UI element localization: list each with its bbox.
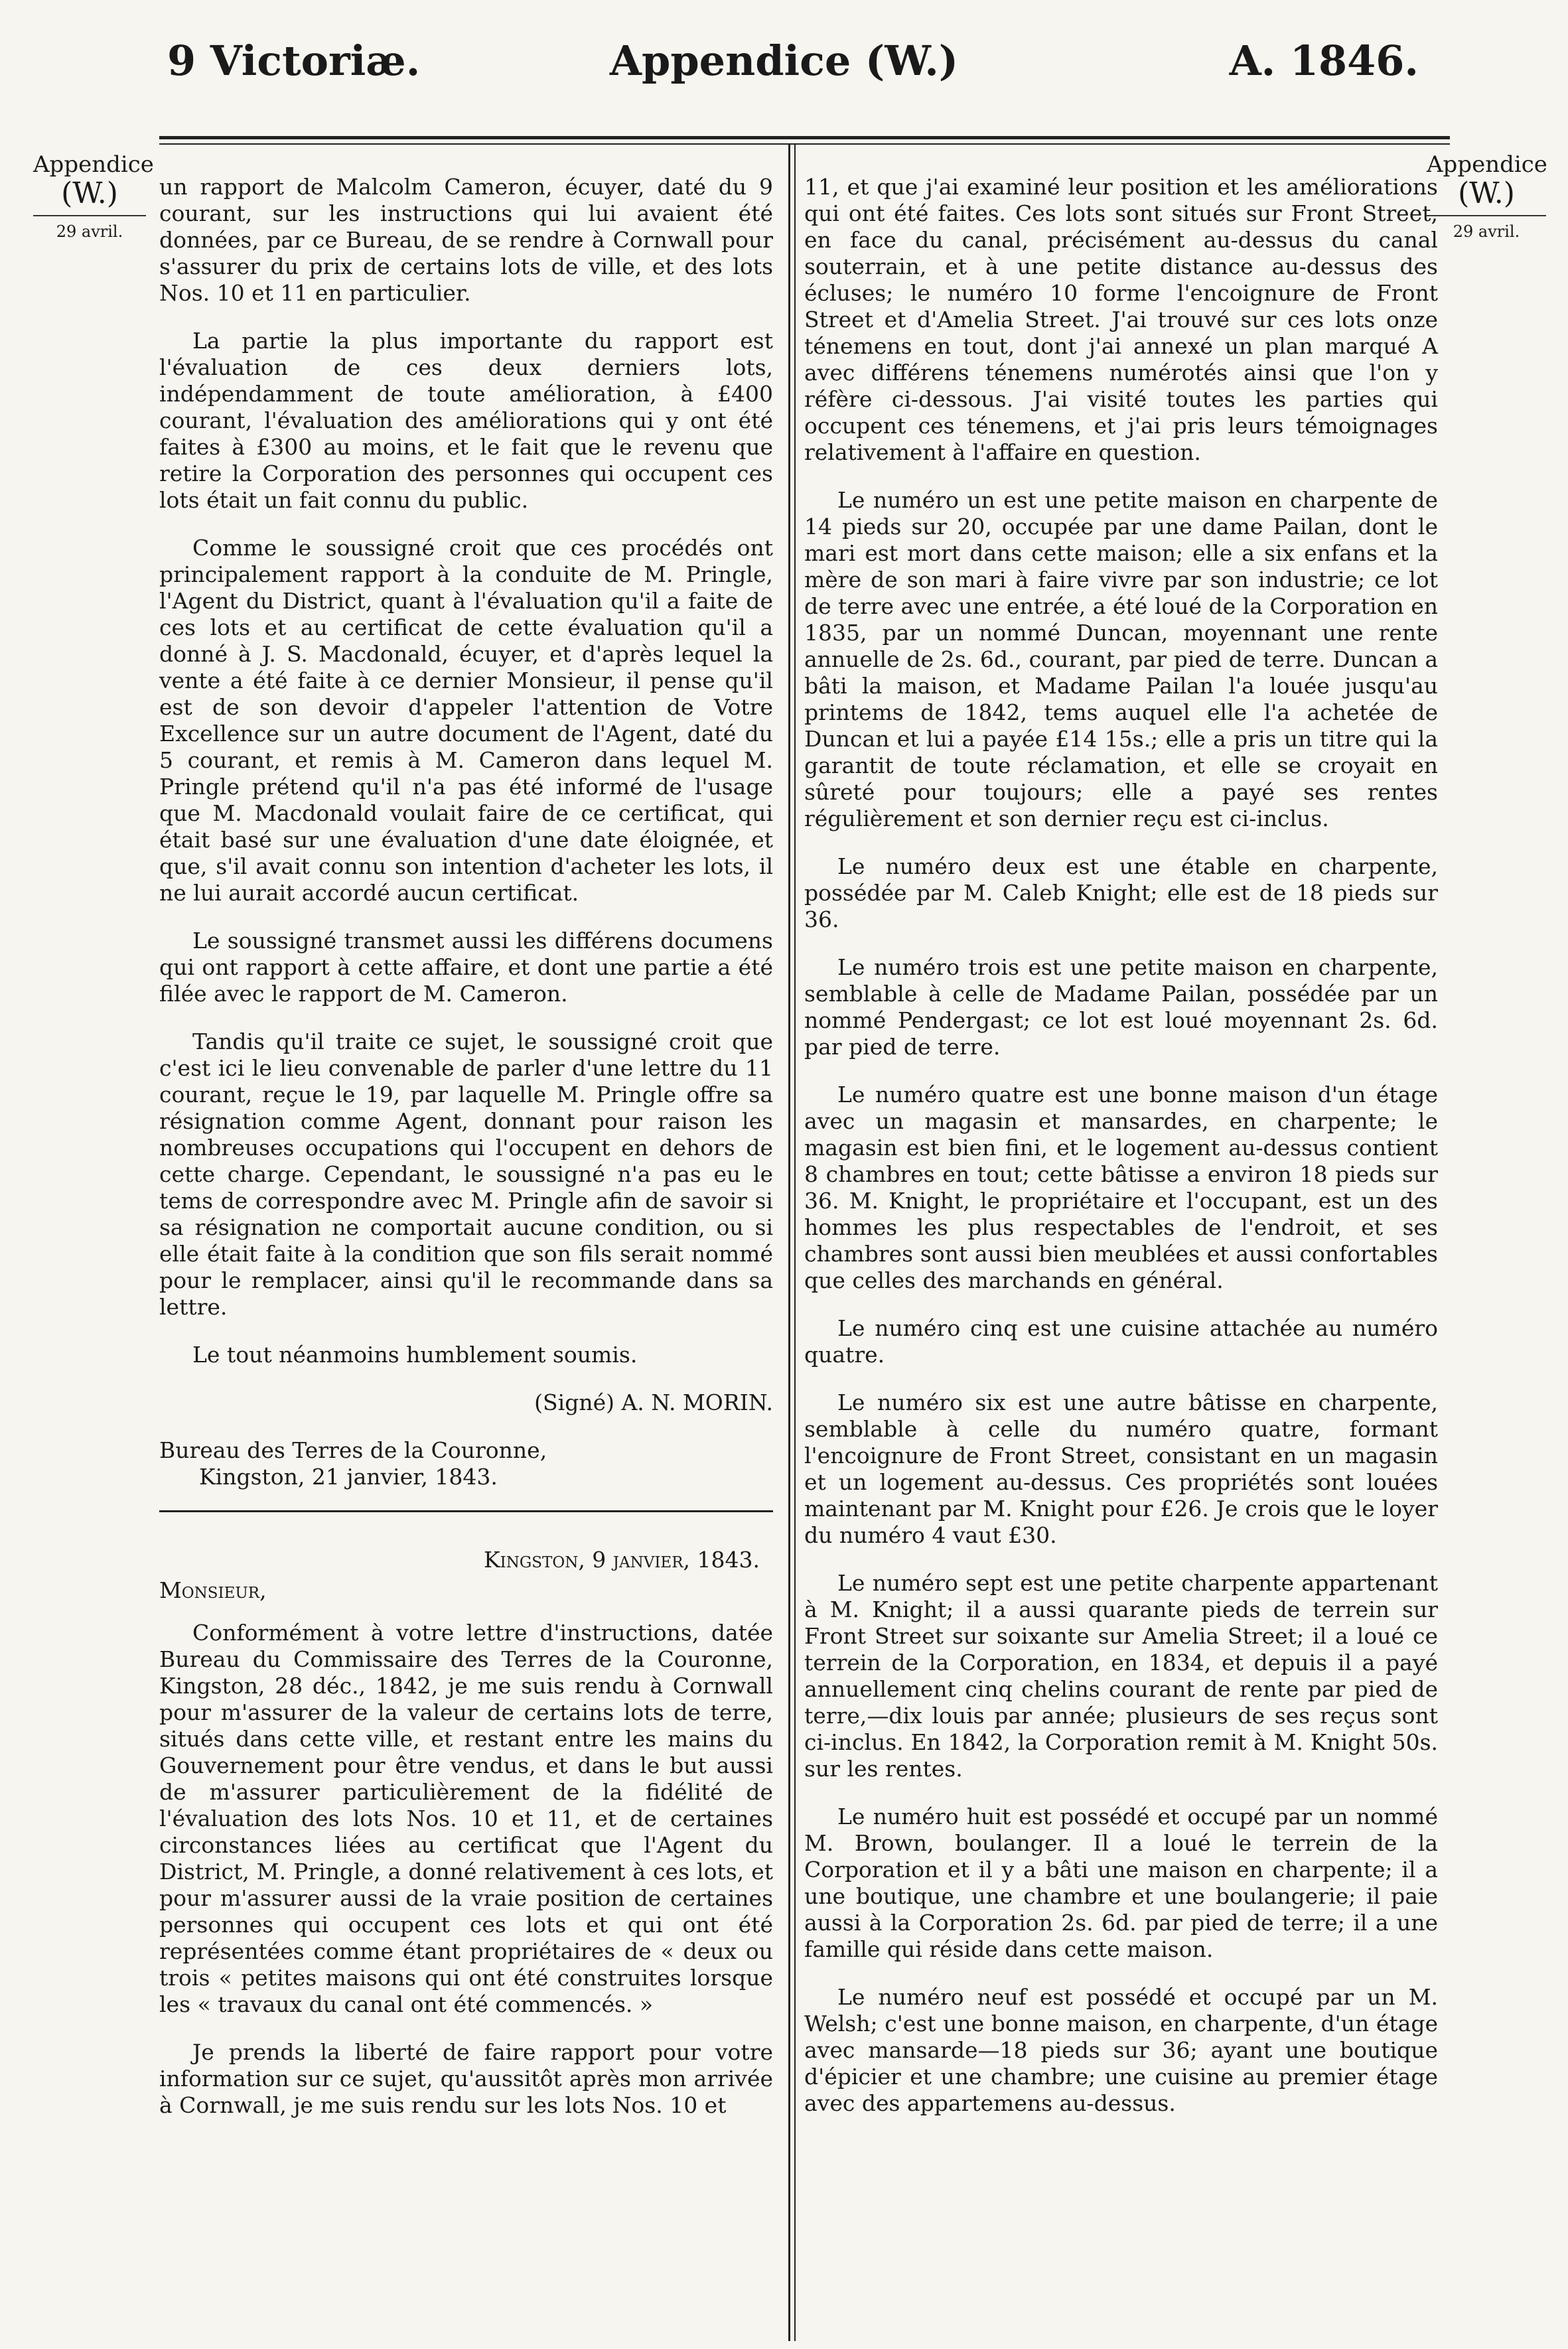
column-separator bbox=[788, 145, 790, 2341]
margin-note-right-code: (W.) bbox=[1458, 177, 1515, 210]
header-rule bbox=[159, 136, 1450, 139]
right-column bbox=[804, 174, 1438, 2138]
header-session: 9 Victoriæ. bbox=[167, 36, 421, 85]
header-year: A. 1846. bbox=[1229, 36, 1419, 85]
paragraph: Tandis qu'il traite ce sujet, le soussigné croit que c'est ici le lieu convenable de parler d'une lettre du 11 courant, reçue le 19, par laquelle M. Pringle offre sa résignation comme Agent, donnant pour raison les nombreuses occupations qui l'occupent en dehors de cette charge. Cependant, le soussigné n'a pas eu le tems de correspondre avec M. Pringle afin de savoir si sa résignation ne comportait aucune condition, ou si elle était faite à la condition que son fils serait nommé pour le remplacer, ainsi qu'il le recommande dans sa lettre. bbox=[159, 1029, 773, 1320]
office-date: Kingston, 21 janvier, 1843. bbox=[199, 1464, 498, 1490]
paragraph: Le numéro sept est une petite charpente appartenant à M. Knight; il a aussi quarante pieds de terrein sur Front Street sur soixante sur Amelia Street; il a loué ce terrein de la Corporation, en 1834, et depuis il a payé annuellement cinq chelins courant de rente par pied de terre,—dix louis par année; plusieurs de ses reçus sont ci-inclus. En 1842, la Corporation remit à M. Knight 50s. sur les rentes. bbox=[804, 1570, 1438, 1782]
paragraph: La partie la plus importante du rapport est l'évaluation de ces deux derniers lots, indépendamment de toute amélioration, à £400 courant, l'évaluation des améliorations qui y ont été faites à £300 au moins, et le fait que le revenu que retire la Corporation des personnes qui occupent ces lots était un fait connu du public. bbox=[159, 328, 773, 513]
office-line: Bureau des Terres de la Couronne, bbox=[159, 1437, 547, 1463]
margin-note-right-date: 29 avril. bbox=[1427, 215, 1546, 242]
paragraph: 11, et que j'ai examiné leur position et les améliorations qui ont été faites. Ces lots sont situés sur Front Street, en face du canal, précisément au-dessus du canal souterrain, et à une petite distance au-dessus des écluses; le numéro 10 forme l'encoignure de Front Street et d'Amelia Street. J'ai trouvé sur ces lots onze ténemens en tout, dont j'ai annexé un plan marqué A avec différens ténemens numérotés ainsi que l'on y réfère ci-dessous. J'ai visité toutes les parties qui occupent ces ténemens, et j'ai pris leurs témoignages relativement à l'affaire en question. bbox=[804, 174, 1438, 465]
header-rule-thin bbox=[159, 143, 1450, 145]
paragraph: Le numéro un est une petite maison en charpente de 14 pieds sur 20, occupée par une dame Pailan, dont le mari est mort dans cette maison; elle a six enfans et la mère de son mari à faire vivre par son industrie; ce lot de terre avec une entrée, a été loué de la Corporation en 1835, par un nommé Duncan, moyennant une rente annuelle de 2s. 6d., courant, par pied de terre. Duncan a bâti la maison, et Madame Pailan l'a louée jusqu'au printems de 1842, tems auquel elle l'a achetée de Duncan et lui a payée £14 15s.; elle a pris un titre qui la garantit de toute réclamation, et elle se croyait en sûreté pour toujours; elle a payé ses rentes régulièrement et son dernier reçu est ci-inclus. bbox=[804, 487, 1438, 831]
paragraph: Le numéro neuf est possédé et occupé par un M. Welsh; c'est une bonne maison, en charpente, d'un étage avec mansarde—18 pieds sur 36; ayant une boutique d'épicier et une chambre; une cuisine au premier étage avec des appartemens au-dessus. bbox=[804, 1984, 1438, 2116]
paragraph: Le numéro cinq est une cuisine attachée au numéro quatre. bbox=[804, 1315, 1438, 1368]
paragraph: Le numéro trois est une petite maison en charpente, semblable à celle de Madame Pailan, possédée par un nommé Pendergast; ce lot est loué moyennant 2s. 6d. par pied de terre. bbox=[804, 954, 1438, 1060]
paragraph: un rapport de Malcolm Cameron, écuyer, daté du 9 courant, sur les instructions qui lui avaient été données, par ce Bureau, de se rendre à Cornwall pour s'assurer du prix de certains lots de ville, et des lots Nos. 10 et 11 en particulier. bbox=[159, 174, 773, 306]
paragraph: Le numéro six est une autre bâtisse en charpente, semblable à celle du numéro quatre, formant l'encoignure de Front Street, consistant en un magasin et un logement au-dessus. Ces propriétés sont louées maintenant par M. Knight pour £26. Je crois que le loyer du numéro 4 vaut £30. bbox=[804, 1389, 1438, 1548]
left-column bbox=[159, 174, 773, 2140]
column-separator-thin bbox=[794, 145, 796, 2341]
paragraph: Je prends la liberté de faire rapport pour votre information sur ce sujet, qu'aussitôt après mon arrivée à Cornwall, je me suis rendu sur les lots Nos. 10 et bbox=[159, 2039, 773, 2118]
paragraph: Conformément à votre lettre d'instructions, datée Bureau du Commissaire des Terres de la Couronne, Kingston, 28 déc., 1842, je me suis rendu à Cornwall pour m'assurer de la valeur de certains lots de terre, situés dans cette ville, et restant entre les mains du Gouvernement pour être vendus, et dans le but aussi de m'assurer particulièrement de la fidélité de l'évaluation des lots Nos. 10 et 11, et de certaines circonstances liées au certificat que l'Agent du District, M. Pringle, a donné relativement à ces lots, et pour m'assurer aussi de la vraie position de certaines personnes qui occupent ces lots et qui ont été représentées comme étant propriétaires de « deux ou trois « petites maisons qui ont été construites lorsque les « travaux du canal ont été commencés. » bbox=[159, 1620, 773, 2017]
header-title: Appendice (W.) bbox=[609, 36, 959, 85]
salutation: Monsieur, bbox=[159, 1577, 267, 1603]
margin-note-left-code: (W.) bbox=[61, 177, 118, 210]
margin-note-left-label: Appendice bbox=[33, 151, 154, 178]
letter-date: Kingston, 9 janvier, 1843. bbox=[484, 1547, 760, 1573]
paragraph: Comme le soussigné croit que ces procédés ont principalement rapport à la conduite de M. Pringle, l'Agent du District, quant à l'évaluation qu'il a faite de ces lots et au certificat de cette évaluation qu'il a donné à J. S. Macdonald, écuyer, et d'après lequel la vente a été faite à ce dernier Monsieur, il pense qu'il est de son devoir d'appeler l'attention de Votre Excellence sur un autre document de l'Agent, daté du 5 courant, et remis à M. Cameron dans lequel M. Pringle prétend qu'il n'a pas été informé de l'usage que M. Macdonald voulait faire de ce certificat, qui était basé sur une évaluation d'une date éloignée, et que, s'il avait connu son intention d'acheter les lots, il ne lui aurait accordé aucun certificat. bbox=[159, 535, 773, 906]
paragraph: Le numéro deux est une étable en charpente, possédée par M. Caleb Knight; elle est de 18 pieds sur 36. bbox=[804, 853, 1438, 932]
section-divider bbox=[159, 1510, 773, 1512]
paragraph: Le numéro quatre est une bonne maison d'un étage avec un magasin et mansardes, en charpente; le magasin est bien fini, et le logement au-dessus contient 8 chambres en tout; cette bâtisse a environ 18 pieds sur 36. M. Knight, le propriétaire et l'occupant, est un des hommes les plus respectables de l'endroit, et ses chambres sont aussi bien meublées et aussi confortables que celles des marchands en général. bbox=[804, 1082, 1438, 1293]
margin-note-right bbox=[1427, 151, 1546, 242]
paragraph: Le soussigné transmet aussi les différens documens qui ont rapport à cette affaire, et dont une partie a été filée avec le rapport de M. Cameron. bbox=[159, 928, 773, 1007]
margin-note-left bbox=[33, 151, 154, 242]
margin-note-right-label: Appendice bbox=[1427, 151, 1547, 178]
margin-note-left-date: 29 avril. bbox=[33, 215, 146, 242]
paragraph: Le tout néanmoins humblement soumis. bbox=[192, 1342, 638, 1368]
paragraph: Le numéro huit est possédé et occupé par un nommé M. Brown, boulanger. Il a loué le terrein de la Corporation et il y a bâti une maison en charpente; il a une boutique, une chambre et une boulangerie; il paie aussi à la Corporation 2s. 6d. par pied de terre; il a une famille qui réside dans cette maison. bbox=[804, 1804, 1438, 1962]
signature: (Signé) A. N. MORIN. bbox=[534, 1389, 773, 1415]
